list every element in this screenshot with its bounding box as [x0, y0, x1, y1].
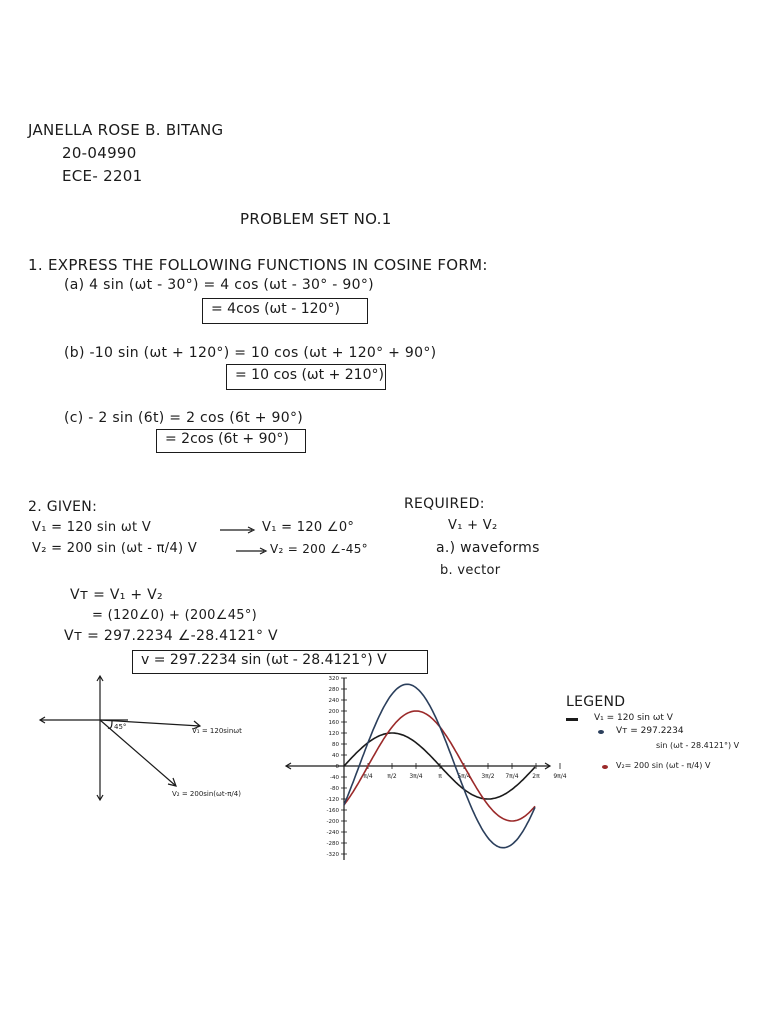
- y-tick-label: -320: [326, 852, 339, 858]
- problem2-required-label: REQUIRED:: [404, 496, 485, 512]
- legend-v2-swatch: [602, 765, 608, 769]
- y-tick-label: 280: [328, 687, 339, 693]
- y-tick-label: 40: [332, 753, 339, 759]
- problem1-b-answer: = 10 cos (ωt + 210°): [226, 364, 386, 390]
- student-id: 20-04990: [62, 144, 137, 162]
- y-tick-label: -280: [326, 841, 339, 847]
- y-tick-label: -80: [330, 786, 339, 792]
- y-tick-label: -240: [326, 830, 339, 836]
- x-tick-label: 3π/4: [409, 773, 423, 780]
- x-tick-label: 2π: [532, 773, 540, 780]
- problem1-c-equation: (c) - 2 sin (6t) = 2 cos (6t + 90°): [64, 410, 304, 426]
- student-name: JANELLA ROSE B. BITANG: [28, 121, 224, 139]
- legend-vt-swatch: [598, 730, 604, 734]
- y-tick-label: -200: [326, 819, 339, 825]
- legend-vt-line1: Vᴛ = 297.2234: [616, 726, 684, 736]
- y-tick-label: 240: [328, 698, 339, 704]
- legend-v1-swatch: [566, 718, 578, 721]
- x-tick-label: 5π/4: [457, 773, 471, 780]
- legend-vt-line2: sin (ωt - 28.4121°) V: [656, 741, 740, 750]
- page-title: PROBLEM SET NO.1: [240, 210, 392, 228]
- course-code: ECE- 2201: [62, 167, 143, 185]
- vector-v2-label: V₂ = 200sin(ωt-π/4): [172, 790, 241, 798]
- x-tick-label: 9π/4: [553, 773, 567, 780]
- y-tick-label: -160: [326, 808, 339, 814]
- problem2-given-label: 2. GIVEN:: [28, 499, 98, 515]
- x-tick-label: 7π/4: [505, 773, 519, 780]
- x-tick-label: π: [438, 773, 442, 780]
- problem2-v2-phasor: V₂ = 200 ∠-45°: [270, 542, 368, 556]
- vector-angle-label: 45°: [114, 723, 127, 731]
- vt-sum-line: Vᴛ = V₁ + V₂: [70, 587, 163, 603]
- problem1-b-equation: (b) -10 sin (ωt + 120°) = 10 cos (ωt + 120° + 90°): [64, 345, 437, 361]
- problem2-required-waveforms: a.) waveforms: [436, 540, 540, 556]
- problem2-v1: V₁ = 120 sin ωt V: [32, 520, 152, 535]
- x-tick-label: π/4: [363, 773, 373, 780]
- legend-v2: V₂= 200 sin (ωt - π/4) V: [616, 761, 711, 770]
- vector-v1-label: V₁ = 120sinωt: [192, 727, 242, 735]
- problem1-c-answer: = 2cos (6t + 90°): [156, 429, 306, 453]
- problem2-v2: V₂ = 200 sin (ωt - π/4) V: [32, 541, 198, 556]
- problem1-a-answer: = 4cos (ωt - 120°): [202, 298, 368, 324]
- problem1-prompt: 1. EXPRESS THE FOLLOWING FUNCTIONS IN COSINE FORM:: [28, 256, 488, 274]
- y-tick-label: 200: [328, 709, 339, 715]
- problem2-required-vector: b. vector: [440, 563, 501, 578]
- y-tick-label: 0: [335, 764, 339, 770]
- y-tick-label: 320: [328, 676, 339, 682]
- problem2-v1-phasor: V₁ = 120 ∠0°: [262, 520, 355, 535]
- x-tick-label: π/2: [387, 773, 397, 780]
- y-tick-label: -40: [330, 775, 339, 781]
- y-tick-label: 80: [332, 742, 339, 748]
- problem1-a-equation: (a) 4 sin (ωt - 30°) = 4 cos (ωt - 30° - 90°): [64, 277, 374, 293]
- y-tick-label: 120: [328, 731, 339, 737]
- legend-title: LEGEND: [566, 694, 626, 710]
- vt-result-line: Vᴛ = 297.2234 ∠-28.4121° V: [64, 628, 278, 644]
- problem2-required-sum: V₁ + V₂: [448, 518, 498, 533]
- vt-final-answer: v = 297.2234 sin (ωt - 28.4121°) V: [132, 650, 428, 674]
- y-tick-label: -120: [326, 797, 339, 803]
- y-tick-label: 160: [328, 720, 339, 726]
- legend-v1: V₁ = 120 sin ωt V: [594, 713, 673, 723]
- x-tick-label: 3π/2: [481, 773, 495, 780]
- vt-phasor-line: = (120∠0) + (200∠45°): [92, 608, 258, 623]
